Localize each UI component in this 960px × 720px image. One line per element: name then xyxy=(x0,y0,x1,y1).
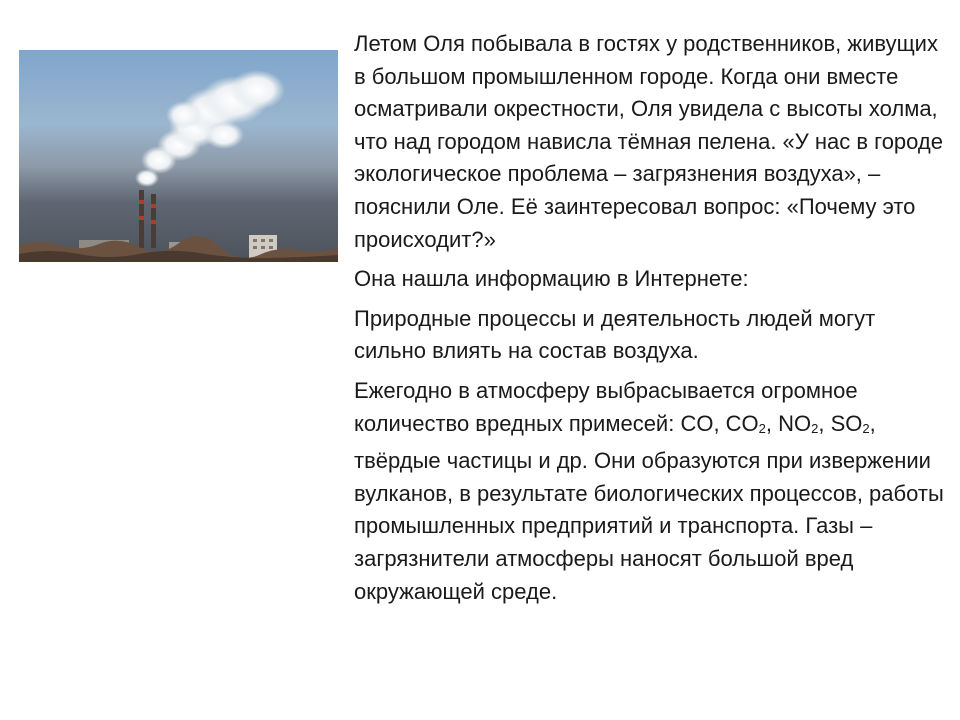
subscript-co2: 2 xyxy=(758,420,766,436)
paragraph-internet: Она нашла информацию в Интернете: xyxy=(354,266,749,292)
industrial-smokestacks-photo xyxy=(19,50,338,262)
paragraph-emissions xyxy=(354,375,944,608)
subscript-no2: 2 xyxy=(811,420,819,436)
emissions-text-part2: , NO xyxy=(765,410,812,436)
emissions-text-part1: Ежегодно в атмосферу выбрасывается огромное количество вредных примесей: CO, CO xyxy=(354,377,858,436)
paragraph-processes: Природные процессы и деятельность людей могут сильно влиять на состав воздуха. xyxy=(354,305,876,364)
emissions-text-part3: , SO xyxy=(818,410,863,436)
paragraph-story: Летом Оля побывала в гостях у родственников, живущих в большом промышленном городе. Когда они вместе осматривали окрестности, Оля увидела с высоты холма, что над городом нависла тёмная пелена. «У нас в городе экологическое проблема – загрязнения воздуха», – пояснили Оле. Её заинтересовал вопрос: «Почему это происходит?» xyxy=(354,31,943,252)
emissions-text-part4: , твёрдые частицы и др. Они образуются при извержении вулканов, в результате биологических процессов, работы промышленных предприятий и транспорта. Газы – загрязнители атмосферы наносят большой вред окружающей среде. xyxy=(354,410,944,604)
text-block xyxy=(354,28,944,615)
subscript-so2: 2 xyxy=(862,420,870,436)
